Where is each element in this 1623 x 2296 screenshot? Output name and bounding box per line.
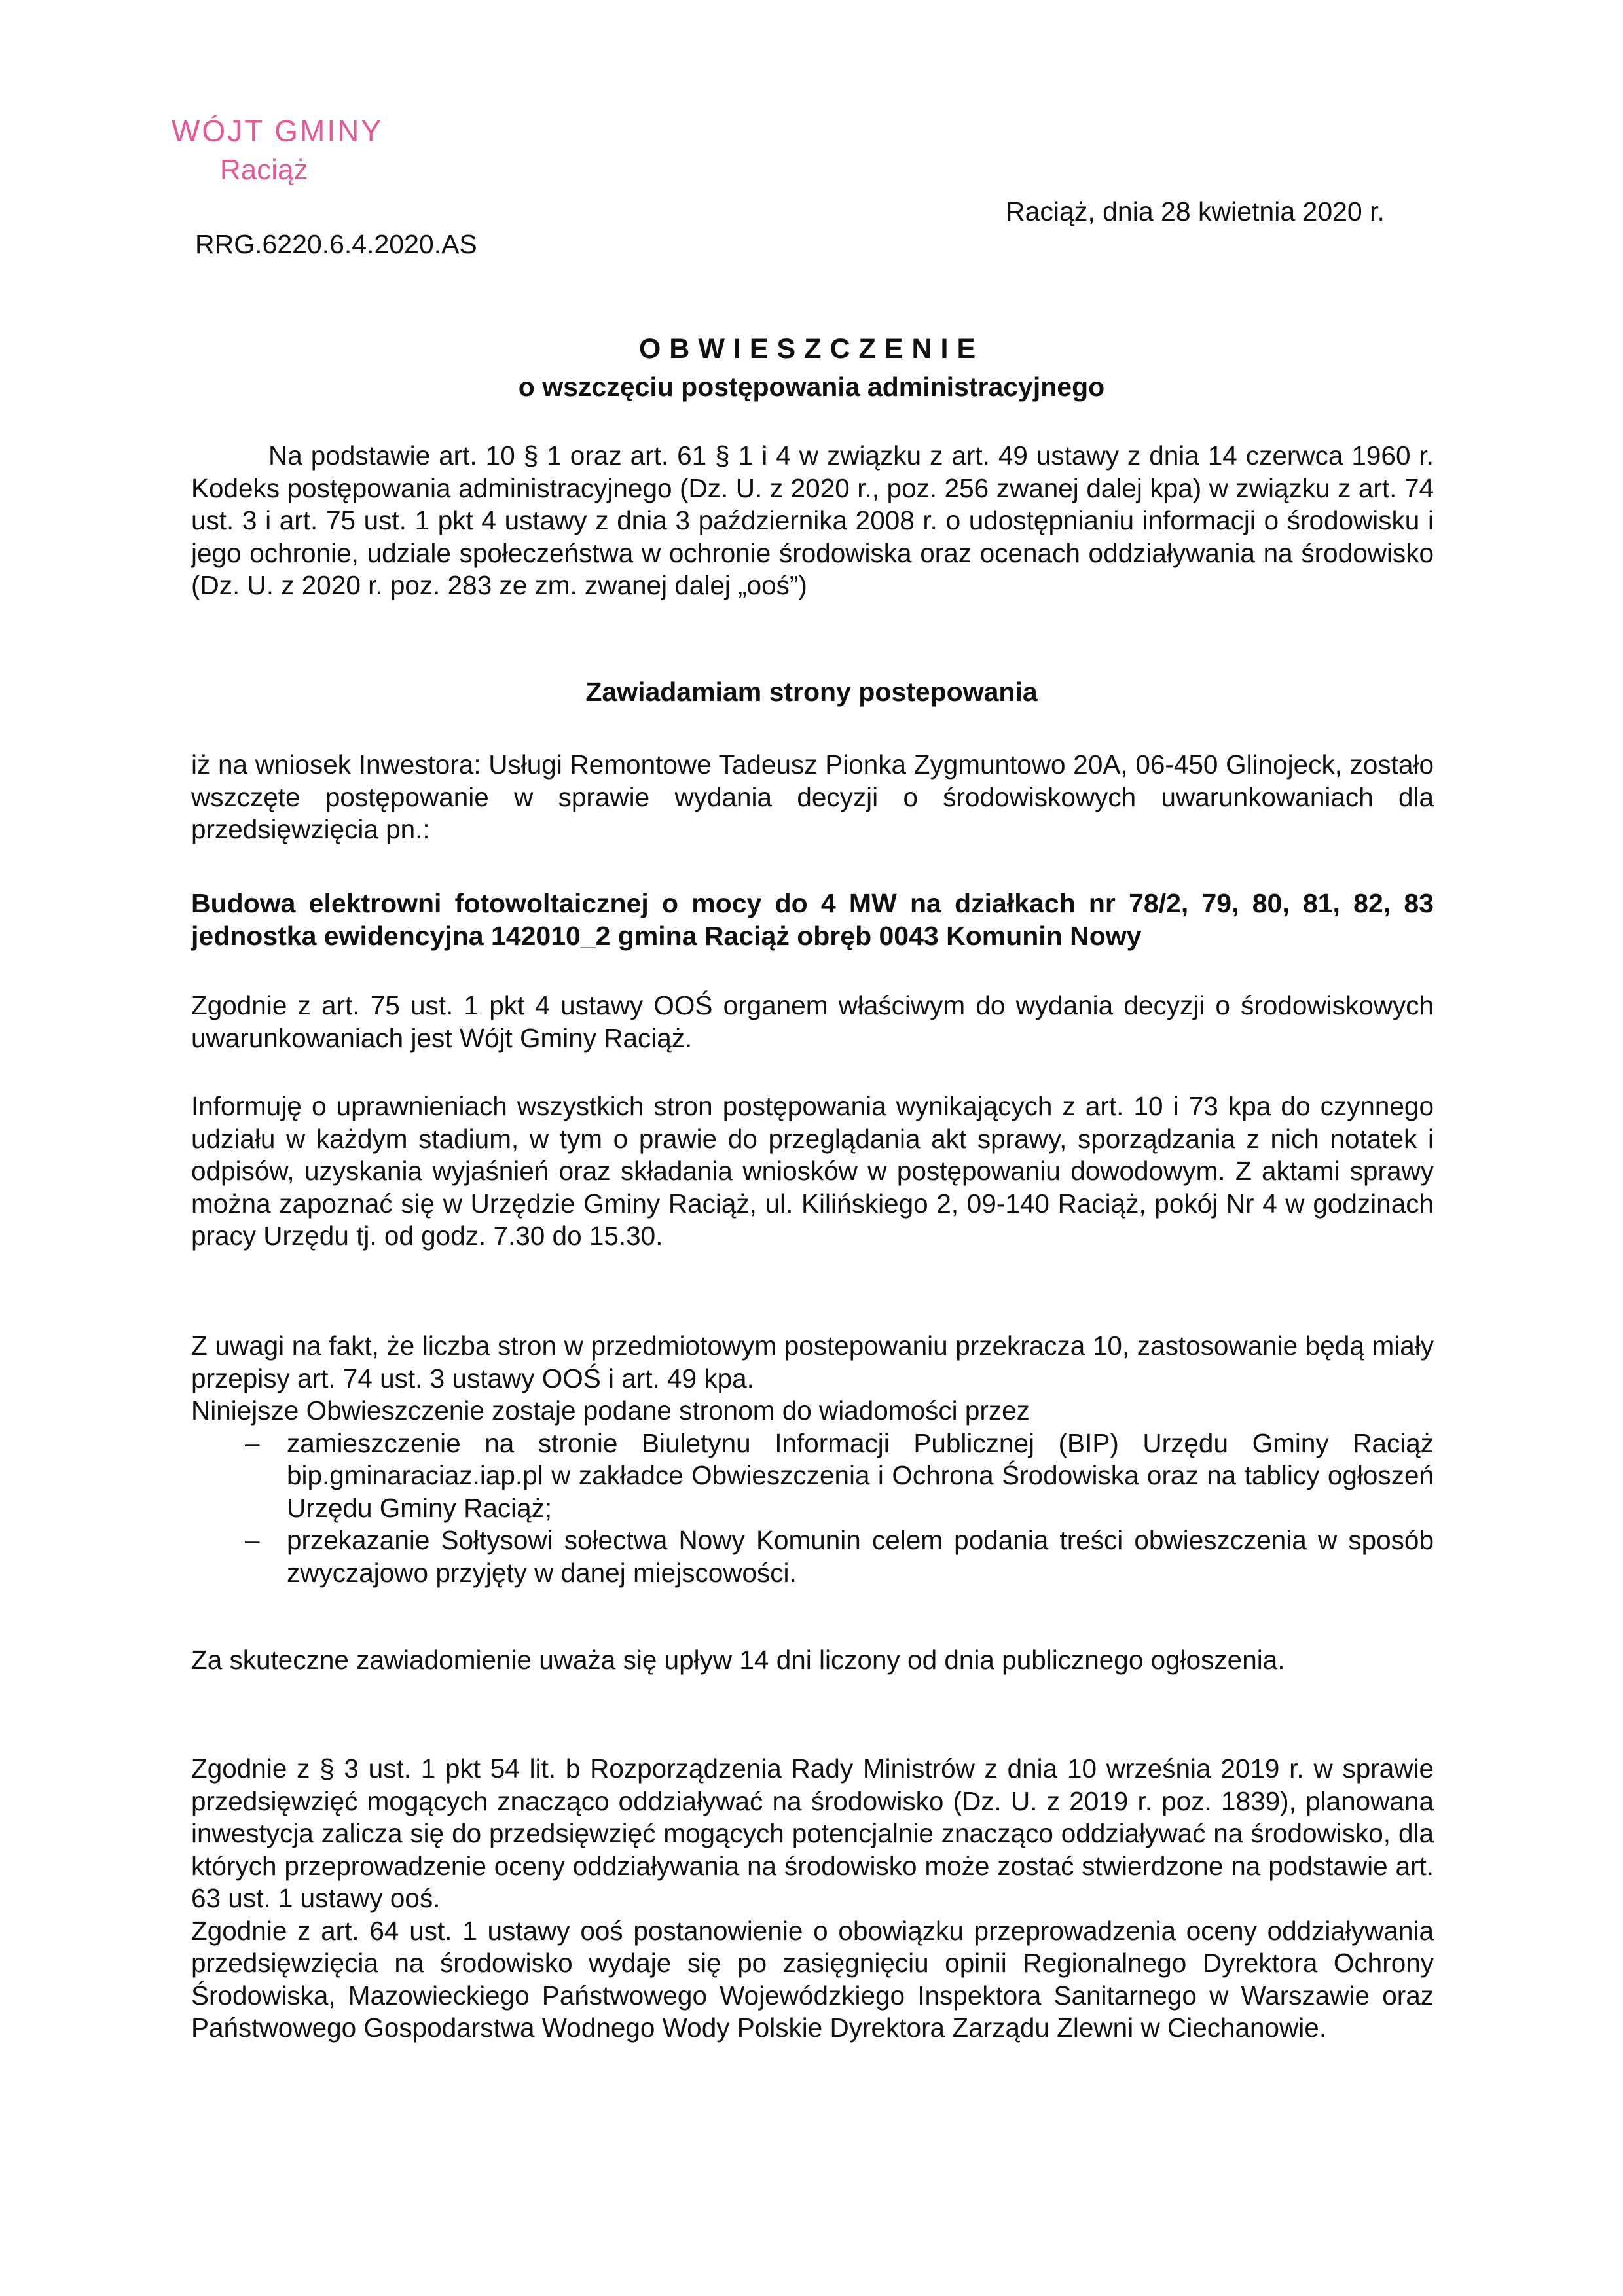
legal-basis-text: Na podstawie art. 10 § 1 oraz art. 61 § 1 i 4 w związku z art. 49 ustawy z dnia 14 czerwca 1960 r. Kodeks postępowania administracyjnego (Dz. U. z 2020 r., poz. 256 zwanej dalej kpa) w związku z art. 74 ust. 3 i art. 75 ust. 1 pkt 4 ustawy z dnia 3 października 2008 r. o udostępnianiu informacji o środowisku i jego ochronie, udziale społeczeństwa w ochronie środowiska oraz ocenach oddziaływania na środowisko (Dz. U. z 2020 r. poz. 283 ze zm. zwanej dalej „ooś”) — [191, 440, 1434, 600]
authority-paragraph — [191, 990, 1434, 1054]
parties-count-text: Z uwagi na fakt, że liczba stron w przedmiotowym postepowaniu przekracza 10, zastosowanie będą miały przepisy art. 74 ust. 3 ustawy OOŚ i art. 49 kpa. — [191, 1331, 1434, 1393]
list-item — [191, 1427, 1434, 1525]
rights-paragraph — [191, 1090, 1434, 1253]
stamp-title: WÓJT GMINY — [172, 114, 384, 148]
project-name-text: Budowa elektrowni fotowoltaicznej o mocy do 4 MW na działkach nr 78/2, 79, 80, 81, 82, 83 jednostka ewidencyjna 142010_2 gmina Raciąż obręb 0043 Komunin Nowy — [191, 888, 1434, 951]
document-title: OBWIESZCZENIE — [638, 333, 985, 365]
list-item — [191, 1524, 1434, 1589]
rights-text: Informuję o uprawnieniach wszystkich stron postępowania wynikających z art. 10 i 73 kpa do czynnego udziału w każdym stadium, w tym o prawie do przeglądania akt sprawy, sporządzania z nich notatek i odpisów, uzyskania wyjaśnień oraz składania wniosków w postępowaniu dowodowym. Z aktami sprawy można zapoznać się w Urzędzie Gminy Raciąż, ul. Kilińskiego 2, 09-140 Raciąż, pokój Nr 4 w godzinach pracy Urzędu tj. od godz. 7.30 do 15.30. — [191, 1091, 1434, 1251]
dash-bullet-icon: – — [245, 1427, 260, 1458]
notice-heading: Zawiadamiam strony postepowania — [585, 677, 1038, 707]
legal-basis-paragraph — [191, 440, 1434, 602]
dash-bullet-icon: – — [245, 1525, 260, 1555]
authority-text: Zgodnie z art. 75 ust. 1 pkt 4 ustawy OOŚ organem właściwym do wydania decyzji o środowiskowych uwarunkowaniach jest Wójt Gminy Raciąż. — [191, 990, 1434, 1053]
publication-method-soltys: przekazanie Sołtysowi sołectwa Nowy Komunin celem podania treści obwieszczenia w sposób zwyczajowo przyjęty w danej miejscowości. — [287, 1525, 1434, 1588]
place-and-date: Raciąż, dnia 28 kwietnia 2020 r. — [1006, 196, 1385, 226]
regulation-section — [191, 1753, 1434, 2045]
publication-section — [191, 1330, 1434, 1589]
consultation-text: Zgodnie z art. 64 ust. 1 ustawy ooś postanowienie o obowiązku przeprowadzenia oceny oddziaływania przedsięwzięcia na środowisko wydaje się po zasięgnięciu opinii Regionalnego Dyrektora Ochrony Środowiska, Mazowieckiego Państwowego Wojewódzkiego Inspektora Sanitarnego w Warszawie oraz Państwowego Gospodarstwa Wodnego Wody Polskie Dyrektora Zarządu Zlewni w Ciechanowie. — [191, 1915, 1434, 2043]
reference-number: RRG.6220.6.4.2020.AS — [195, 229, 477, 259]
investor-text: iż na wniosek Inwestora: Usługi Remontowe Tadeusz Pionka Zygmuntowo 20A, 06-450 Glinojeck, zostało wszczęte postępowanie w sprawie wydania decyzji o środowiskowych uwarunkowaniach dla przedsięwzięcia pn.: — [191, 749, 1434, 844]
investor-paragraph — [191, 749, 1434, 846]
effective-notice-text: Za skuteczne zawiadomienie uważa się upływ 14 dni liczony od dnia publicznego ogłoszenia. — [191, 1645, 1285, 1675]
document-title-block — [0, 331, 1623, 405]
official-stamp — [172, 113, 383, 188]
effective-notice-paragraph — [191, 1644, 1434, 1677]
regulation-text: Zgodnie z § 3 ust. 1 pkt 54 lit. b Rozporządzenia Rady Ministrów z dnia 10 września 2019 r. w sprawie przedsięwzięć mogących znacząco oddziaływać na środowisko (Dz. U. z 2019 r. poz. 1839), planowana inwestycja zalicza się do przedsięwzięć mogących potencjalnie znacząco oddziaływać na środowisko, dla których przeprowadzenie oceny oddziaływania na środowisko może zostać stwierdzone na podstawie art. 63 ust. 1 ustawy ooś. — [191, 1753, 1434, 1913]
stamp-municipality: Raciąż — [220, 154, 308, 186]
publication-methods-list — [191, 1427, 1434, 1590]
document-subtitle: o wszczęciu postępowania administracyjnego — [518, 372, 1105, 402]
publication-intro-text: Niniejsze Obwieszczenie zostaje podane stronom do wiadomości przez — [191, 1395, 1030, 1426]
project-name-paragraph — [191, 888, 1434, 952]
publication-method-bip: zamieszczenie na stronie Biuletynu Informacji Publicznej (BIP) Urzędu Gminy Raciąż bip.gminaraciaz.iap.pl w zakładce Obwieszczenia i Ochrona Środowiska oraz na tablicy ogłoszeń Urzędu Gminy Raciąż; — [287, 1427, 1434, 1523]
